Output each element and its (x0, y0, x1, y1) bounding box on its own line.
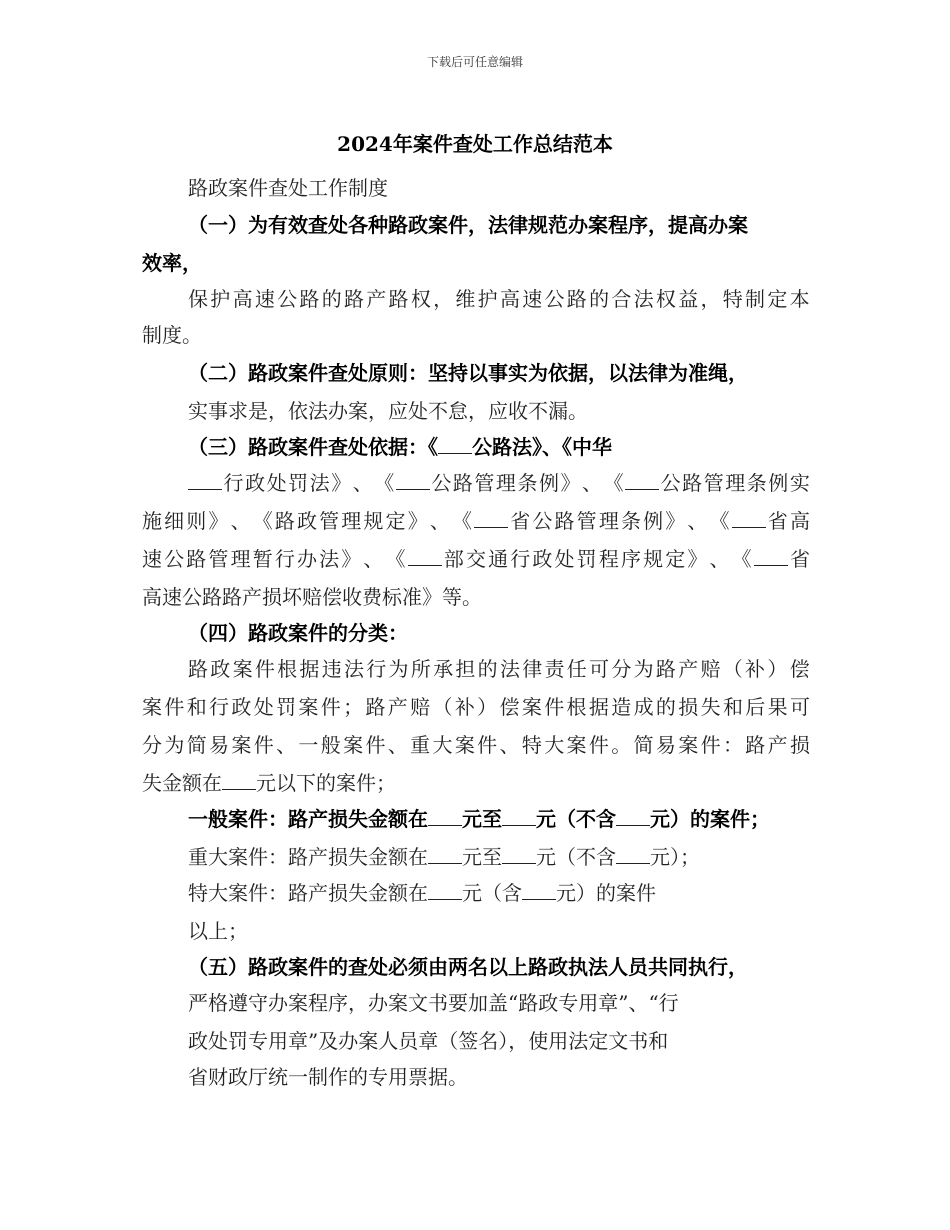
body-line: 实事求是，依法办案，应处不怠，应收不漏。 (188, 399, 588, 423)
body-line: 高速公路路产损坏赔偿收费标准》等。 (142, 585, 482, 609)
document-title: 2024年案件查处工作总结范本 (337, 132, 613, 156)
body-line: 省财政厅统一制作的专用票据。 (188, 1065, 468, 1089)
body-line: （五）路政案件的查处必须由两名以上路政执法人员共同执行， (188, 955, 748, 979)
body-line: 特大案件：路产损失金额在 元（含 元）的案件 (188, 881, 656, 905)
body-line: 以上； (188, 919, 248, 943)
body-line: 效率， (142, 251, 202, 275)
body-line: 案 件 和 行 政 处 罚 案 件 ； 路 产 赔 （ 补 ） 偿 案 件 根 据 造 成 的 损 失 和 后 果 可 (142, 695, 810, 719)
body-line: 路 政 案 件 根 据 违 法 行 为 所 承 担 的 法 律 责 任 可 分 为 路 产 赔 （ 补 ） 偿 (188, 657, 810, 681)
body-line: （三）路政案件查处依据：《 公路法》、《中华 (188, 435, 612, 459)
body-line: 路政案件查处工作制度 (188, 176, 388, 200)
body-line: 分 为 简 易 案 件 、 一 般 案 件 、 重 大 案 件 、 特 大 案 件 。 简 易 案 件 ： 路 产 损 (142, 733, 810, 757)
body-line: （四）路政案件的分类： (188, 621, 408, 645)
body-line: 一般案件：路产损失金额在 元至 元（不含 元）的案件； (188, 807, 770, 831)
body-line: 施 细 则 》 、 《 路 政 管 理 规 定 》 、 《 省 公 路 管 理 条 例 》 、 《 省 高 (142, 509, 810, 533)
body-line: 重大案件：路产损失金额在 元至 元（不含 元）； (188, 845, 700, 869)
page-header: 下载后可任意编辑 (426, 55, 523, 69)
body-line: （一）为有效查处各种路政案件，法律规范办案程序，提高办案 (188, 213, 748, 237)
body-line: 速 公 路 管 理 暂 行 办 法 》 、 《 部 交 通 行 政 处 罚 程 序 规 定 》 、 《 省 (142, 547, 810, 571)
body-line: 保 护 高 速 公 路 的 路 产 路 权 ， 维 护 高 速 公 路 的 合 法 权 益 ， 特 制 定 本 (188, 287, 810, 311)
body-line: 制度。 (142, 323, 202, 347)
body-line: 严格遵守办案程序，办案文书要加盖“路政专用章”、“行 (188, 991, 679, 1015)
body-line: 政处罚专用章”及办案人员章（签名），使用法定文书和 (188, 1029, 669, 1053)
body-line: 行 政 处 罚 法 》 、 《 公 路 管 理 条 例 》 、 《 公 路 管 理 条 例 实 (188, 470, 810, 496)
body-line: （二）路政案件查处原则：坚持以事实为依据，以法律为准绳， (188, 361, 748, 385)
body-line: 失金额在 元以下的案件； (142, 771, 396, 795)
